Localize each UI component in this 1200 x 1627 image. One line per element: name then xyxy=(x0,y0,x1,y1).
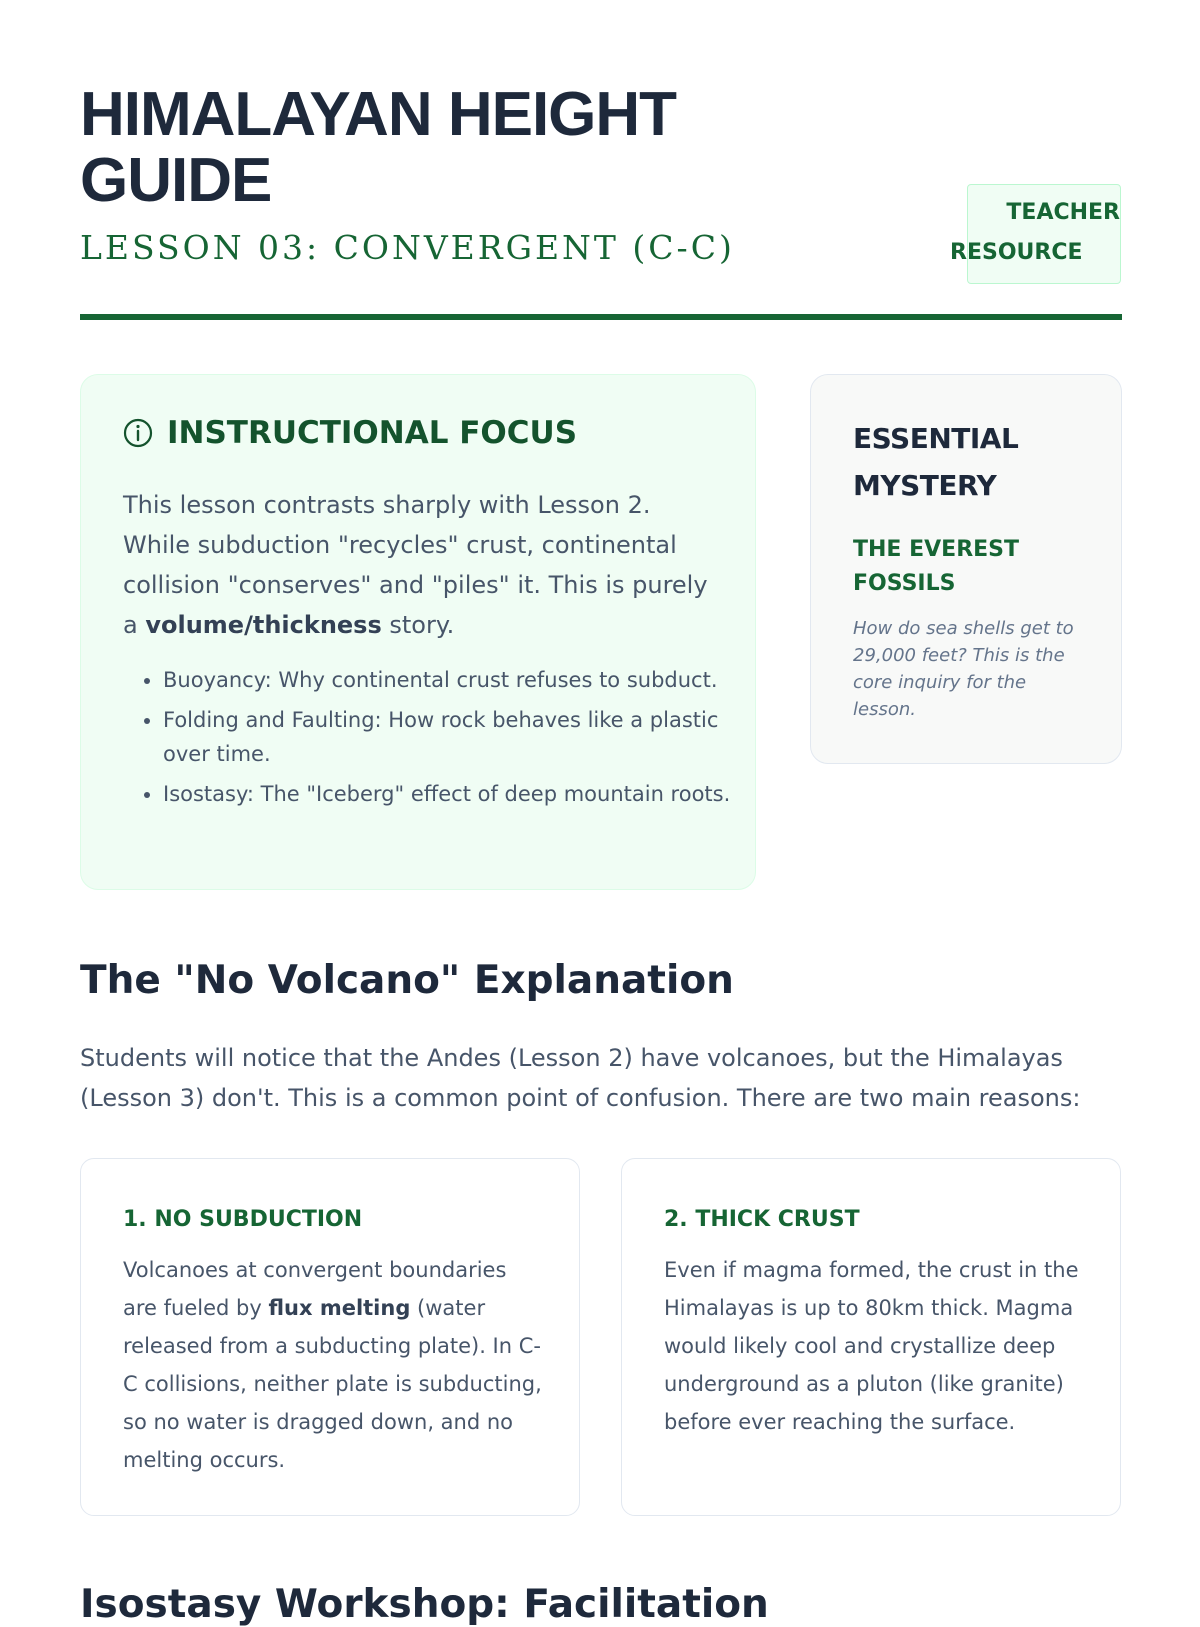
card-heading: 2. THICK CRUST xyxy=(664,1207,860,1232)
info-icon xyxy=(123,418,153,448)
list-item: • Folding and Faulting: How rock behaves like a plastic over time. xyxy=(163,703,763,771)
focus-body-bold: volume/thickness xyxy=(145,611,382,639)
focus-body-end: story. xyxy=(381,611,455,639)
badge-line-2: RESOURCE xyxy=(950,240,1083,265)
teacher-resource-badge xyxy=(950,184,1121,284)
header-divider xyxy=(80,314,1122,320)
mystery-subheading: THE EVEREST FOSSILS xyxy=(853,537,1020,596)
list-item: • Isostasy: The "Iceberg" effect of deep mountain roots. xyxy=(163,777,763,811)
badge-line-1: TEACHER xyxy=(1006,200,1120,225)
card-text-bold: flux melting xyxy=(268,1296,411,1320)
focus-header xyxy=(123,415,577,451)
card-text-end: (water released from a subducting plate). In C-C collisions, neither plate is subducting, so no water is dragged down, and no melting occurs. xyxy=(123,1296,542,1472)
mystery-heading: ESSENTIAL MYSTERY xyxy=(853,422,1019,502)
focus-body-start: This lesson contrasts sharply with Lesson 2. While subduction "recycles" crust, continental collision "conserves" and "piles" it. This is purely a xyxy=(123,491,708,639)
mystery-text: How do sea shells get to 29,000 feet? This is the core inquiry for the lesson. xyxy=(853,618,1074,720)
page-title: HIMALAYAN HEIGHT GUIDE xyxy=(80,80,677,215)
thick-crust-card xyxy=(621,1158,1121,1516)
list-item: • Buoyancy: Why continental crust refuses to subduct. xyxy=(163,663,763,697)
card-text-start: Even if magma formed, the crust in the Himalayas is up to 80km thick. Magma would likely cool and crystallize deep underground as a pluton (like granite) before ever reaching the surface. xyxy=(664,1258,1079,1434)
section-title: The "No Volcano" Explanation xyxy=(80,958,734,1003)
essential-mystery-card xyxy=(810,374,1122,764)
card-text-start: Volcanoes at convergent boundaries are fueled by xyxy=(123,1258,507,1320)
focus-heading: INSTRUCTIONAL FOCUS xyxy=(167,415,578,451)
next-section-title: Isostasy Workshop: Facilitation xyxy=(80,1582,769,1627)
focus-body xyxy=(123,485,723,645)
lesson-subtitle: LESSON 03: CONVERGENT (C-C) xyxy=(80,228,735,267)
card-text xyxy=(664,1251,1084,1441)
instructional-focus-card xyxy=(80,374,756,890)
focus-list xyxy=(123,663,763,817)
section-intro: Students will notice that the Andes (Lesson 2) have volcanoes, but the Himalayas (Lesson 3) don't. This is a common point of confusion. There are two main reasons: xyxy=(80,1044,1081,1112)
card-text xyxy=(123,1251,543,1479)
card-heading: 1. NO SUBDUCTION xyxy=(123,1207,363,1232)
no-subduction-card xyxy=(80,1158,580,1516)
